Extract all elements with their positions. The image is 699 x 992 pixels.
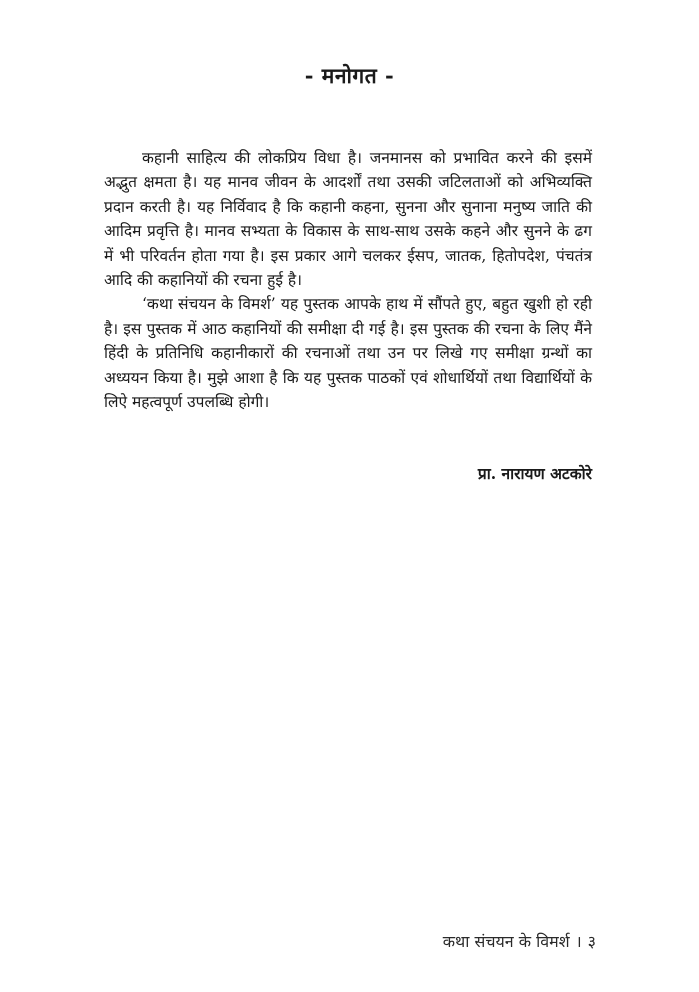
paragraph-1: कहानी साहित्य की लोकप्रिय विधा है। जनमानस को प्रभावित करने की इसमें अद्भुत क्षमता है। यह मानव जीवन के आदर्शों तथा उसकी जटिलताओं को अभिव्यक्ति प्रदान करती है। यह निर्विवाद है कि कहानी कहना, सुनना और सुनाना मनुष्य जाति की आदिम प्रवृत्ति है। मानव सभ्यता के विकास के साथ-साथ उसके कहने और सुनने के ढग में भी परिवर्तन होता गया है। इस प्रकार आगे चलकर ईसप, जातक, हितोपदेश, पंचतंत्र आदि की कहानियों की रचना हुई है। (104, 149, 592, 290)
footer-separator: । (575, 932, 582, 951)
footer-book-title: कथा संचयन के विमर्श (442, 932, 570, 951)
author-signature: प्रा. नारायण अटकोरे (477, 464, 592, 483)
page-title: - मनोगत - (304, 63, 395, 88)
page-number: ३ (587, 932, 596, 951)
page-footer (104, 930, 596, 952)
preface-body (104, 146, 592, 414)
paragraph-2: ‘कथा संचयन के विमर्श’ यह पुस्तक आपके हाथ में सौंपते हुए, बहुत खुशी हो रही है। इस पुस्तक में आठ कहानियों की समीक्षा दी गई है। इस पुस्तक की रचना के लिए मैंने हिंदी के प्रतिनिधि कहानीकारों की रचनाओं तथा उन पर लिखे गए समीक्षा ग्रन्थों का अध्ययन किया है। मुझे आशा है कि यह पुस्तक पाठकों एवं शोधार्थियों तथा विद्यार्थियों के लिऐ महत्वपूर्ण उपलब्धि होगी। (104, 295, 592, 412)
